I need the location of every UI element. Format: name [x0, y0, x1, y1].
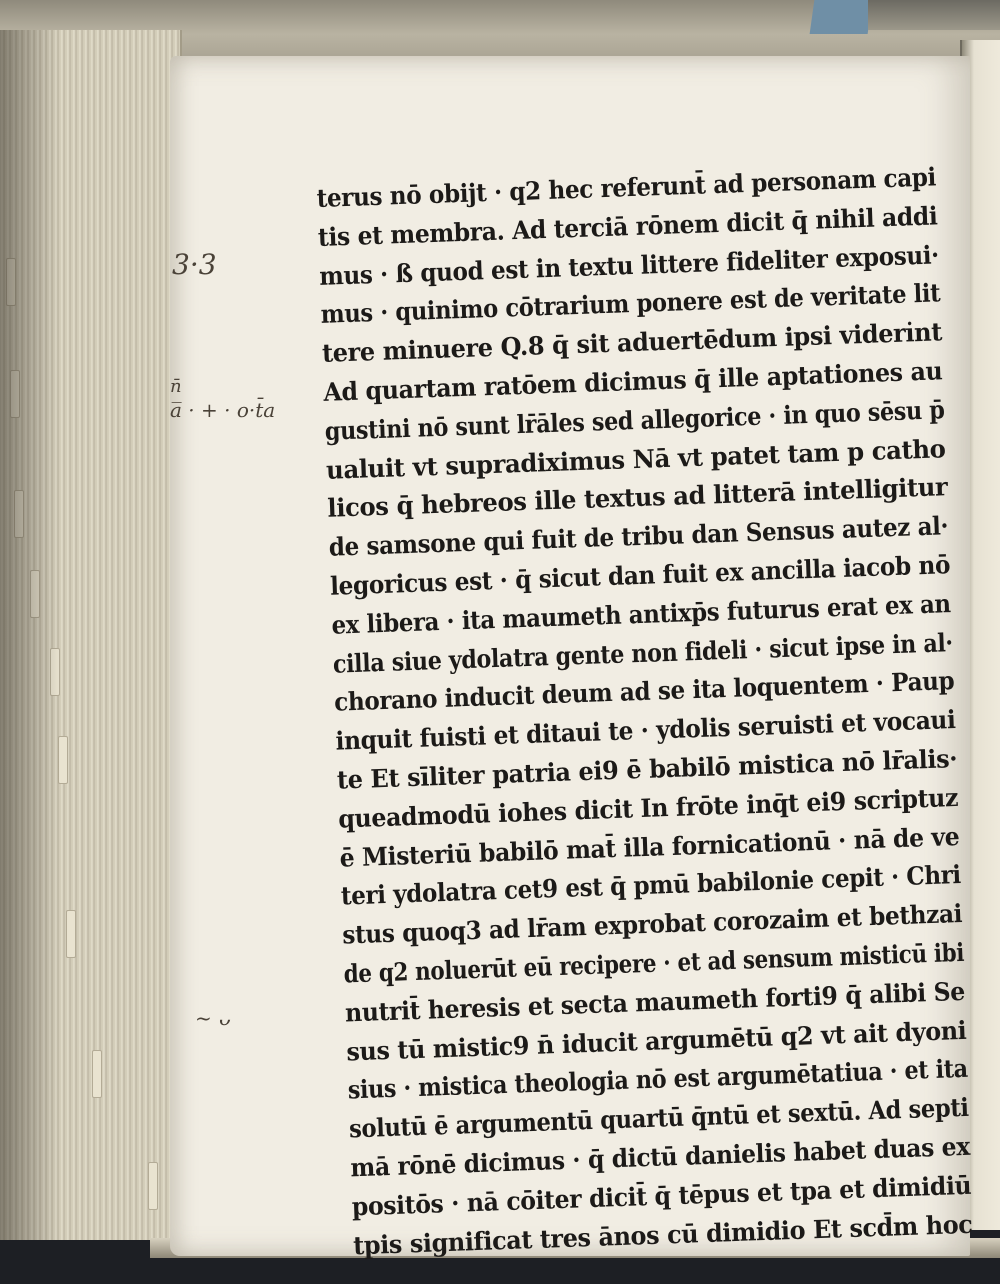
text-line: tis et membra. Ad terciā rōnem dicit q̄ nihil addi: [317, 201, 938, 252]
text-line: inquit fuisti et ditaui te · ydolis seruisti et vocaui: [335, 705, 956, 756]
page-tab: [148, 1162, 158, 1210]
text-line: sus tū mistic9 n̄ iducit argumētū q2 vt ait dyoni: [345, 1015, 967, 1066]
text-line: ex libera · ita maumeth antixp̄s futurus erat ex an: [331, 588, 952, 640]
text-line: sius · mistica theologia nō est argumētatiua · et ita: [347, 1054, 969, 1105]
page-tab: [66, 910, 76, 958]
text-line: legoricus est · q̄ sicut dan fuit ex ancilla iacob nō: [329, 550, 951, 601]
text-line: cilla siue ydolatra gente non fideli · sicut ipse in al·: [332, 627, 954, 679]
page-tab: [92, 1050, 102, 1098]
text-line: de samsone qui fuit de tribu dan Sensus autez al·: [328, 511, 949, 562]
text-line: mus · quinimo cōtrarium ponere est de veritate lit: [320, 278, 941, 330]
binding-edge: [868, 0, 1000, 30]
text-line: de q2 noluerūt eū recipere · et ad sensum misticū ibi: [343, 937, 965, 989]
text-line: te Et sīliter patria ei9 ē babilō mistica nō lr̄alis·: [336, 743, 958, 795]
text-line: stus quoq3 ad lr̄am exprobat corozaim et bethzai: [341, 899, 963, 950]
text-line: licos q̄ hebreos ille textus ad litterā intelligitur: [326, 472, 948, 524]
text-line: tere minuere Q.8 q̄ sit aduertēdum ipsi videri̇nt: [321, 317, 943, 369]
edge-shadow: [0, 30, 60, 1240]
text-line: queadmodū iohes dicit In frōte inq̄t ei9 scriptuz: [337, 782, 959, 834]
text-block: [316, 158, 974, 1265]
text-line: ualuit vt supradiximus Nā vt patet tam p catho: [325, 433, 946, 485]
marginal-note: ~ ᴗ: [195, 1006, 231, 1030]
text-line: mā rōnē dicimus · q̄ dictū danielis habet duas ex: [349, 1131, 971, 1183]
text-line: ē Misteriū babilō mat̄ illa fornicationū · nā de ve: [339, 821, 960, 873]
text-line: teri ydolatra cet9 est q̄ pmū babilonie cepit · Chri: [340, 860, 962, 911]
ribbon-marker: [810, 0, 873, 34]
text-line: Ad quartam ratōem dicimus q̄ ille aptationes au: [322, 356, 943, 407]
text-line: terus nō obijt · q2 hec referunt̄ ad personam capi: [316, 162, 937, 213]
marginal-note: 3·3: [172, 248, 217, 281]
text-line: nutrit̄ heresis et secta maumeth forti9 q̄ alibi Se: [344, 976, 966, 1028]
text-line: gustini nō sunt lr̄āles sed allegorice · in quo sēsu p̄: [324, 394, 945, 446]
text-line: mus · ß quod est in textu littere fideliter exposui·: [318, 239, 940, 291]
text-line: positōs · nā cōiter dicit̄ q̄ tēpus et tpa et dimidiū: [351, 1170, 972, 1222]
text-line: tpis significat tres ānos cū dimidio Et scd̄m hoc: [352, 1209, 973, 1260]
marginal-note: n̄: [170, 376, 182, 397]
marginal-note: a̅ · + · o·t̄a: [170, 398, 276, 422]
text-line: chorano inducit deum ad se ita loquentem · Paup: [333, 666, 955, 718]
text-line: solutū ē argumentū quartū q̄ntū et sextū. Ad septi: [348, 1092, 970, 1144]
